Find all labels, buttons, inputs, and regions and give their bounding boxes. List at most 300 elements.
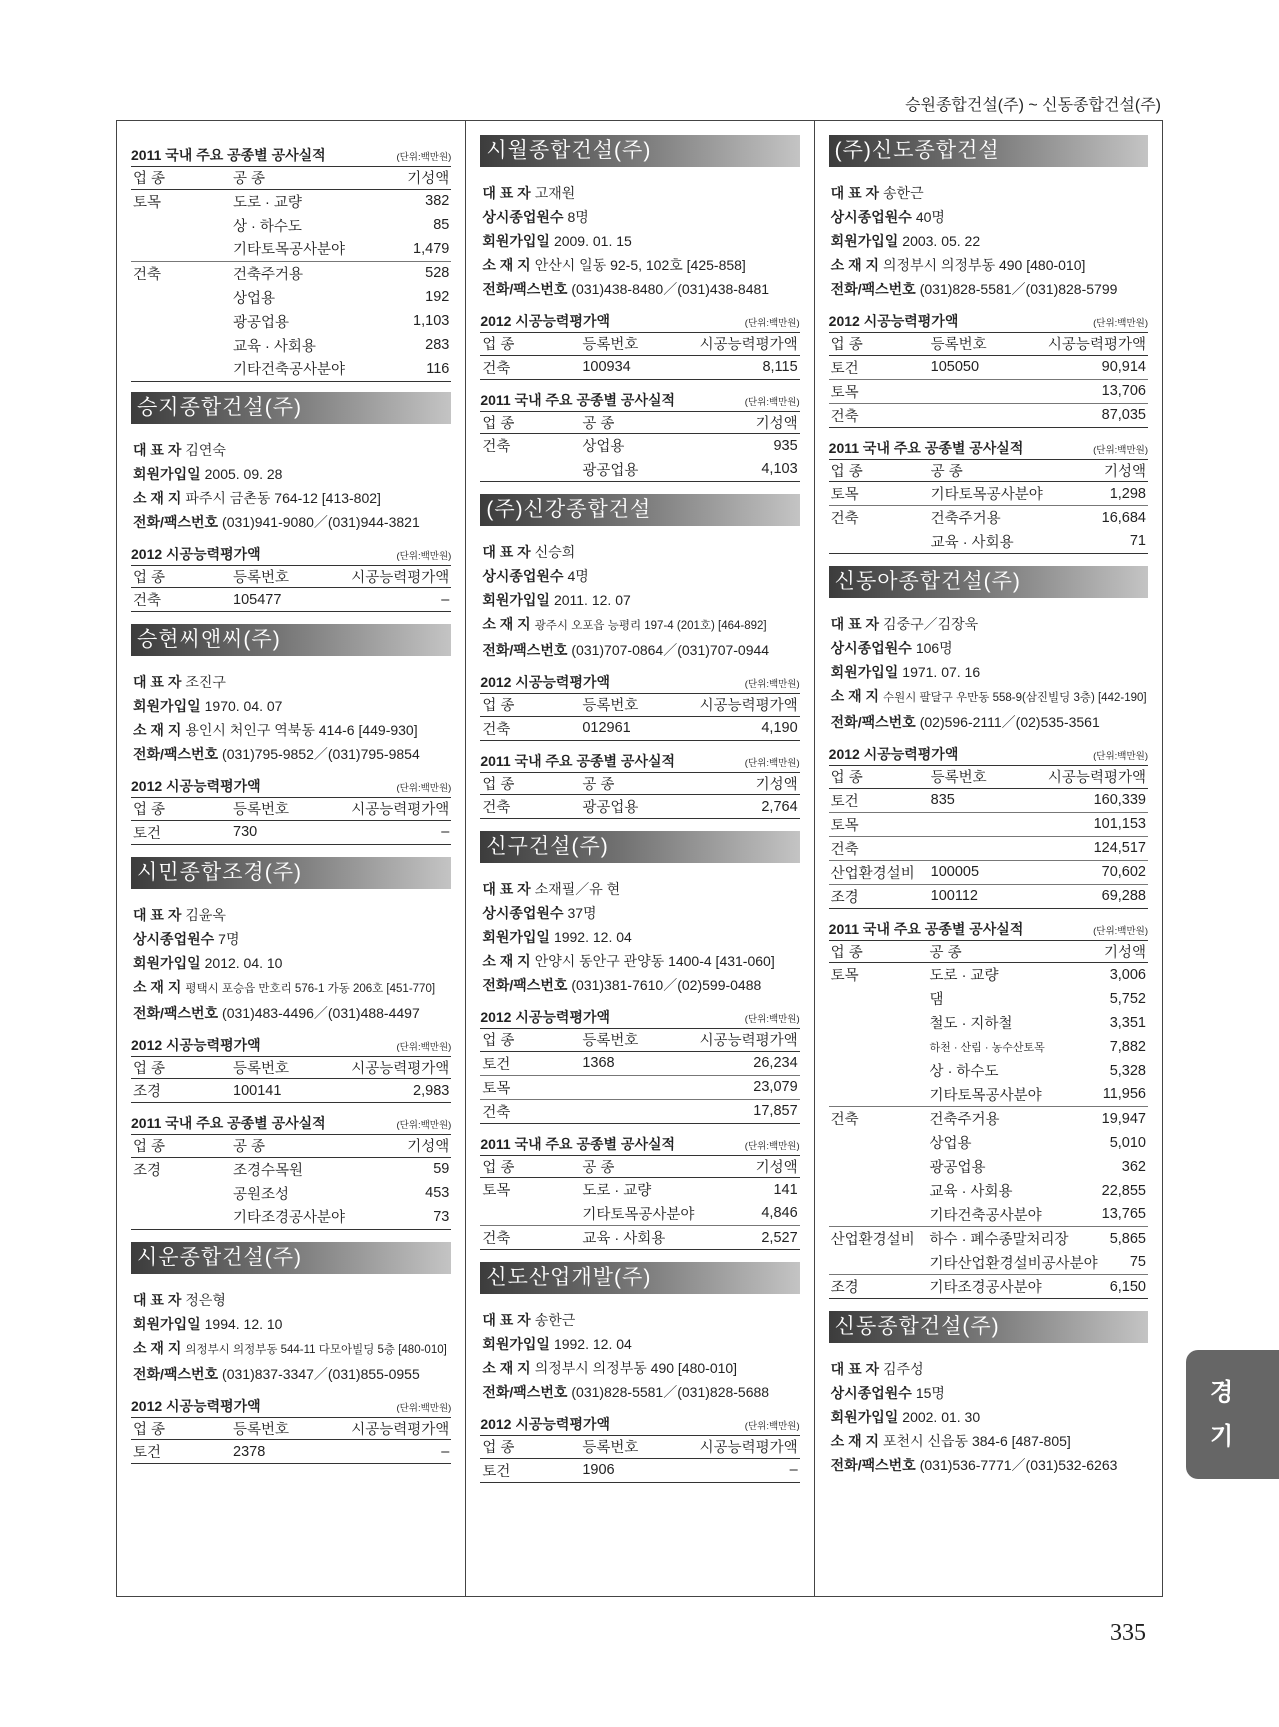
table-cell bbox=[829, 1203, 928, 1227]
info-value: 포천시 신읍동 384-6 [487-805] bbox=[883, 1433, 1071, 1449]
table-cell: 토건 bbox=[482, 1056, 511, 1073]
table-cell bbox=[131, 309, 231, 333]
info-value: 2012. 04. 10 bbox=[204, 954, 283, 971]
info-value: 2005. 09. 28 bbox=[204, 465, 283, 482]
table-cell: 141 bbox=[773, 1181, 798, 1198]
table-cell: 상업용 bbox=[929, 1136, 972, 1152]
info-label: 대 표 자 bbox=[830, 616, 880, 632]
info-line bbox=[482, 877, 799, 901]
table-row bbox=[480, 458, 799, 482]
table-cell bbox=[929, 403, 1039, 427]
info-label: 소 재 지 bbox=[830, 688, 880, 704]
capability-table bbox=[131, 1396, 451, 1465]
table-cell: 100112 bbox=[929, 884, 1039, 908]
table-cell bbox=[829, 1131, 928, 1155]
table-cell: 935 bbox=[773, 437, 798, 454]
table-head bbox=[480, 773, 799, 795]
table-cell: 835 bbox=[930, 792, 955, 808]
table-cell: 5,865 bbox=[1100, 1227, 1148, 1251]
table-cell: 기타조경공사분야 bbox=[928, 1275, 1100, 1299]
info-value: 1970. 04. 07 bbox=[204, 698, 283, 714]
column-header: 업 종 bbox=[480, 773, 580, 795]
info-label: 회원가입일 bbox=[482, 929, 550, 945]
table-cell: 댐 bbox=[929, 992, 944, 1008]
table-row bbox=[829, 1155, 1148, 1179]
column-header: 시공능력평가액 bbox=[1039, 333, 1148, 355]
company-entry bbox=[131, 392, 451, 613]
table-cell: 6,150 bbox=[1100, 1275, 1148, 1299]
table-title bbox=[480, 672, 799, 694]
table-body bbox=[480, 1178, 799, 1250]
page-header: 승원종합건설(주) ~ 신동종합건설(주) bbox=[905, 97, 1161, 114]
table-cell: 4,846 bbox=[761, 1205, 798, 1222]
table-cell: 1,479 bbox=[413, 240, 450, 257]
table-cell: 87,035 bbox=[1039, 403, 1148, 427]
table-cell: 19,947 bbox=[1100, 1107, 1148, 1131]
info-value: (031)828-5581／(031)828-5688 bbox=[571, 1384, 770, 1400]
column-header: 시공능력평가액 bbox=[690, 333, 799, 355]
perf-table-top bbox=[131, 145, 451, 382]
table-head bbox=[131, 798, 451, 820]
table-cell: 산업환경설비 bbox=[829, 860, 929, 884]
info-line bbox=[482, 540, 799, 564]
table-unit: (단위:백만원) bbox=[1093, 925, 1148, 937]
info-line bbox=[831, 1405, 1148, 1429]
table-cell: 85 bbox=[433, 217, 450, 233]
info-value: 김주성 bbox=[883, 1361, 924, 1377]
info-label: 소 재 지 bbox=[830, 1433, 880, 1449]
table-cell: 90,914 bbox=[1101, 359, 1146, 375]
table-row bbox=[131, 820, 451, 844]
info-label: 상시종업원수 bbox=[482, 905, 564, 921]
info-line bbox=[482, 1380, 799, 1404]
table-cell bbox=[580, 1075, 690, 1099]
performance-table bbox=[480, 390, 799, 483]
table-body bbox=[480, 434, 799, 482]
table-cell: 건축 bbox=[829, 836, 929, 860]
column-header: 업 종 bbox=[131, 1418, 231, 1440]
info-value: 평택시 포승읍 만호리 576-1 가동 206호 [451-770] bbox=[185, 982, 436, 995]
info-value: 파주시 금촌동 764-12 [413-802] bbox=[185, 489, 381, 506]
table-cell bbox=[929, 379, 1039, 403]
info-label: 전화/팩스번호 bbox=[133, 513, 219, 530]
table-title-text: 2012 시공능력평가액 bbox=[480, 674, 611, 690]
table-cell: 건축 bbox=[480, 795, 580, 819]
table-cell: 광공업용 bbox=[580, 458, 690, 482]
info-line bbox=[831, 612, 1148, 636]
table-cell: 조경 bbox=[829, 884, 929, 908]
info-line bbox=[482, 253, 799, 277]
info-label: 회원가입일 bbox=[830, 233, 899, 249]
table-cell: 건축 bbox=[829, 403, 929, 427]
table-cell: 건축 bbox=[131, 588, 231, 612]
company-entry bbox=[131, 857, 451, 1230]
table-cell: 11,956 bbox=[1102, 1086, 1146, 1103]
table-header-row bbox=[480, 1156, 799, 1178]
table-head bbox=[131, 566, 451, 588]
info-line bbox=[133, 1362, 451, 1386]
info-line bbox=[133, 742, 451, 766]
info-value: 소재필／유 현 bbox=[534, 881, 621, 897]
column-header: 공 종 bbox=[928, 941, 1100, 963]
table-cell: – bbox=[341, 820, 451, 844]
table-row bbox=[480, 1202, 799, 1226]
table-cell: 조경 bbox=[133, 1162, 162, 1179]
info-value: 의정부시 의정부동 544-11 다모아빌딩 5층 [480-010] bbox=[185, 1343, 447, 1356]
table-unit: (단위:백만원) bbox=[744, 1140, 800, 1152]
column-header: 등록번호 bbox=[580, 694, 690, 716]
table-row bbox=[480, 434, 799, 458]
table-cell: 4,190 bbox=[690, 716, 799, 740]
table-unit: (단위:백만원) bbox=[744, 679, 800, 690]
table-row bbox=[480, 1226, 799, 1250]
info-value: (031)941-9080／(031)944-3821 bbox=[222, 513, 420, 530]
capability-table bbox=[131, 776, 451, 845]
info-line bbox=[831, 1357, 1148, 1381]
table-unit: (단위:백만원) bbox=[396, 1041, 452, 1053]
table-head bbox=[480, 333, 799, 355]
directory-frame bbox=[116, 120, 1163, 1597]
column-header: 업 종 bbox=[829, 941, 928, 963]
performance-table bbox=[829, 919, 1148, 1300]
table-cell: 기타토목공사분야 bbox=[582, 1206, 695, 1223]
table-body bbox=[131, 1157, 451, 1229]
info-value: 송한근 bbox=[883, 185, 924, 201]
info-label: 소 재 지 bbox=[133, 489, 182, 506]
info-label: 소 재 지 bbox=[482, 1360, 531, 1376]
table-cell: 012961 bbox=[580, 716, 690, 740]
table-title bbox=[480, 1134, 799, 1156]
info-value: 정은형 bbox=[185, 1291, 226, 1308]
table-cell: 13,765 bbox=[1101, 1206, 1146, 1223]
info-label: 대 표 자 bbox=[482, 1312, 531, 1328]
column-header: 등록번호 bbox=[231, 566, 341, 588]
info-value: 7명 bbox=[218, 930, 240, 947]
table-cell: 상업용 bbox=[582, 439, 625, 456]
company-name: 시민종합조경(주) bbox=[131, 857, 451, 889]
table-cell: 2,983 bbox=[341, 1079, 451, 1103]
table-cell: 도로 · 교량 bbox=[582, 1183, 652, 1200]
info-line bbox=[133, 438, 451, 462]
table-title-text: 2012 시공능력평가액 bbox=[131, 545, 261, 562]
table-cell: 22,855 bbox=[1101, 1182, 1146, 1199]
table-cell: 453 bbox=[425, 1185, 450, 1201]
table-header-row bbox=[829, 766, 1148, 788]
column-header: 기성액 bbox=[1100, 941, 1148, 963]
info-value: 1992. 12. 04 bbox=[553, 1336, 632, 1352]
table-body bbox=[829, 482, 1148, 554]
table-row bbox=[131, 1440, 451, 1464]
info-value: (031)438-8480／(031)438-8481 bbox=[571, 281, 770, 297]
table-row bbox=[480, 1075, 799, 1099]
table-title bbox=[131, 1396, 451, 1418]
table-cell: 1906 bbox=[580, 1458, 690, 1482]
table-cell: 교육 · 사회용 bbox=[580, 1226, 696, 1250]
table-head bbox=[480, 1029, 799, 1051]
table-cell: 17,857 bbox=[690, 1099, 799, 1123]
table-cell: 59 bbox=[433, 1161, 450, 1178]
info-value: 김연숙 bbox=[185, 441, 226, 458]
column-header: 업 종 bbox=[480, 1436, 580, 1458]
table-cell: 상업용 bbox=[233, 290, 276, 307]
table-cell bbox=[829, 1251, 928, 1275]
column-header: 시공능력평가액 bbox=[341, 566, 451, 588]
info-label: 회원가입일 bbox=[482, 1336, 550, 1352]
info-line bbox=[831, 205, 1148, 229]
table-title-text: 2012 시공능력평가액 bbox=[828, 313, 959, 329]
table-unit: (단위:백만원) bbox=[1093, 318, 1148, 329]
table-cell: 기타산업환경설비공사분야 bbox=[929, 1255, 1098, 1272]
info-line bbox=[133, 510, 451, 534]
table-row bbox=[480, 355, 799, 379]
table-row bbox=[480, 1051, 799, 1075]
table-cell: 1368 bbox=[582, 1055, 615, 1071]
info-label: 소 재 지 bbox=[482, 616, 531, 632]
info-label: 회원가입일 bbox=[830, 664, 899, 680]
capability-table bbox=[480, 1007, 799, 1124]
info-label: 대 표 자 bbox=[830, 1361, 880, 1377]
table-cell: 100141 bbox=[231, 1079, 341, 1103]
info-value: 안양시 동안구 관양동 1400-4 [431-060] bbox=[534, 953, 775, 969]
table-title-text: 2011 국내 주요 공종별 공사실적 bbox=[131, 1115, 326, 1131]
info-value: 2003. 05. 22 bbox=[902, 233, 981, 249]
table-cell: 토건 bbox=[830, 793, 859, 810]
table-cell: 광공업용 bbox=[580, 795, 690, 819]
table-cell: 7,882 bbox=[1109, 1038, 1146, 1055]
table-cell: – bbox=[690, 1458, 799, 1482]
table-cell: 5,752 bbox=[1109, 990, 1146, 1007]
table-title-text: 2011 국내 주요 공종별 공사실적 bbox=[480, 752, 676, 769]
info-value: 고재원 bbox=[534, 185, 576, 201]
table-header-row bbox=[829, 333, 1148, 355]
table-cell: 528 bbox=[347, 261, 451, 285]
column-header: 업 종 bbox=[131, 1135, 231, 1157]
table-cell: 공원조성 bbox=[233, 1186, 290, 1203]
table-cell: 105477 bbox=[231, 588, 341, 612]
company-name: 승현씨앤씨(주) bbox=[131, 624, 451, 656]
capability-table bbox=[829, 311, 1148, 428]
info-line bbox=[831, 1381, 1148, 1405]
info-line bbox=[482, 925, 799, 949]
table-row bbox=[131, 588, 451, 612]
table-cell: 상 · 하수도 bbox=[929, 1064, 999, 1080]
column-header: 업 종 bbox=[480, 1029, 580, 1051]
info-label: 대 표 자 bbox=[830, 185, 880, 201]
table-cell: 상 · 하수도 bbox=[233, 218, 302, 235]
table-header-row bbox=[131, 798, 451, 820]
table-title bbox=[829, 919, 1148, 941]
table-cell bbox=[929, 812, 1039, 836]
table-header-row bbox=[829, 460, 1148, 482]
info-line bbox=[482, 973, 799, 997]
table-body bbox=[480, 716, 799, 740]
info-label: 전화/팩스번호 bbox=[830, 714, 916, 730]
info-line bbox=[831, 1453, 1148, 1477]
info-value: 15명 bbox=[915, 1385, 945, 1401]
table-row bbox=[829, 1275, 1148, 1299]
info-line bbox=[133, 903, 451, 927]
column-header: 업 종 bbox=[480, 333, 580, 355]
company-entry bbox=[131, 624, 451, 845]
company-name: 시월종합건설(주) bbox=[480, 135, 799, 167]
table-cell: 124,517 bbox=[1039, 836, 1148, 860]
table-unit: (단위:백만원) bbox=[1093, 444, 1148, 456]
table-unit: (단위:백만원) bbox=[744, 396, 800, 408]
table-cell: 382 bbox=[425, 193, 450, 210]
column-header: 업 종 bbox=[829, 333, 929, 355]
table-row bbox=[829, 355, 1148, 379]
table-cell: 건축주거용 bbox=[929, 506, 1045, 530]
table-title-text: 2012 시공능력평가액 bbox=[480, 1416, 611, 1432]
info-line bbox=[482, 588, 799, 612]
column-header: 시공능력평가액 bbox=[690, 694, 799, 716]
table-cell: 토목 bbox=[829, 379, 929, 403]
table-cell bbox=[131, 1181, 231, 1205]
column-header: 업 종 bbox=[829, 766, 929, 788]
table-unit: (단위:백만원) bbox=[744, 757, 800, 769]
capability-table bbox=[131, 544, 451, 613]
table-cell: 8,115 bbox=[690, 355, 799, 379]
table-cell: 토목 bbox=[133, 194, 162, 211]
table-body bbox=[480, 1458, 799, 1482]
table-cell: 26,234 bbox=[753, 1055, 798, 1071]
column-header: 업 종 bbox=[131, 1057, 231, 1079]
table-cell: 730 bbox=[231, 820, 341, 844]
info-value: 신승희 bbox=[534, 544, 576, 560]
info-value: 김윤옥 bbox=[185, 906, 226, 923]
table-head bbox=[480, 1436, 799, 1458]
table-cell: 192 bbox=[425, 289, 450, 305]
table-cell: 광공업용 bbox=[233, 314, 290, 331]
table-body bbox=[829, 963, 1148, 1299]
table-title-text: 2012 시공능력평가액 bbox=[480, 313, 611, 329]
table-cell: 75 bbox=[1129, 1254, 1146, 1271]
company-name: (주)신강종합건설 bbox=[480, 494, 799, 526]
table-row bbox=[829, 482, 1148, 506]
table-cell bbox=[829, 1035, 928, 1059]
table-title bbox=[131, 1035, 451, 1057]
column-header: 기성액 bbox=[696, 1156, 799, 1178]
table-cell: 기타토목공사분야 bbox=[233, 242, 346, 259]
info-line bbox=[482, 901, 799, 925]
info-value: (031)707-0864／(031)707-0944 bbox=[571, 642, 770, 658]
table-row bbox=[480, 1178, 799, 1202]
info-value: 8명 bbox=[567, 209, 589, 225]
table-title-text: 2011 국내 주요 공종별 공사실적 bbox=[131, 147, 326, 163]
info-value: (02)596-2111／(02)535-3561 bbox=[919, 714, 1100, 730]
column-header: 시공능력평가액 bbox=[341, 1057, 451, 1079]
table-cell: 조경수목원 bbox=[233, 1162, 304, 1179]
table-row bbox=[829, 506, 1148, 530]
table-row bbox=[829, 1083, 1148, 1107]
table-cell: 100934 bbox=[580, 355, 690, 379]
info-label: 소 재 지 bbox=[133, 1339, 182, 1356]
table-cell: 13,706 bbox=[1039, 379, 1148, 403]
table-cell: 기타건축공사분야 bbox=[231, 357, 347, 381]
info-label: 전화/팩스번호 bbox=[133, 1004, 219, 1021]
info-line bbox=[482, 181, 799, 205]
table-row bbox=[829, 530, 1148, 554]
table-cell: 조경 bbox=[131, 1079, 231, 1103]
column-header: 업 종 bbox=[131, 798, 231, 820]
table-header-row bbox=[131, 1135, 451, 1157]
info-value: (031)828-5581／(031)828-5799 bbox=[919, 281, 1118, 297]
table-cell: 토목 bbox=[830, 968, 859, 985]
table-cell bbox=[829, 1059, 928, 1083]
info-value: 조진구 bbox=[185, 674, 226, 690]
info-label: 회원가입일 bbox=[830, 1409, 899, 1425]
info-line bbox=[831, 1429, 1148, 1453]
column-header: 공 종 bbox=[231, 167, 347, 189]
table-cell bbox=[131, 1205, 231, 1229]
table-cell: 116 bbox=[347, 357, 451, 381]
column-header: 등록번호 bbox=[580, 1029, 690, 1051]
table-cell bbox=[829, 1011, 928, 1035]
column-header: 공 종 bbox=[580, 1156, 696, 1178]
table-body bbox=[131, 1440, 451, 1464]
table-cell: 5,328 bbox=[1109, 1062, 1146, 1079]
info-value: 40명 bbox=[915, 209, 945, 225]
table-cell: 토건 bbox=[830, 360, 859, 377]
table-unit: (단위:백만원) bbox=[396, 152, 452, 163]
info-label: 회원가입일 bbox=[482, 592, 550, 608]
table-cell bbox=[929, 836, 1039, 860]
table-row bbox=[829, 812, 1148, 836]
table-cell: 건축 bbox=[829, 1107, 928, 1131]
table-head bbox=[829, 333, 1148, 355]
table-cell: 조경 bbox=[829, 1275, 928, 1299]
table-row bbox=[829, 1131, 1148, 1155]
column-header: 기성액 bbox=[347, 1135, 451, 1157]
column-header: 시공능력평가액 bbox=[690, 1436, 799, 1458]
table-cell: 교육 · 사회용 bbox=[233, 338, 316, 355]
table-cell bbox=[131, 213, 231, 237]
table-cell: 건축 bbox=[480, 716, 580, 740]
table-title bbox=[480, 390, 799, 412]
column-header: 공 종 bbox=[580, 773, 690, 795]
table-row bbox=[829, 860, 1148, 884]
table-header-row bbox=[480, 412, 799, 434]
table-row bbox=[480, 716, 799, 740]
table-unit: (단위:백만원) bbox=[1093, 751, 1148, 762]
table-header-row bbox=[131, 1418, 451, 1440]
table-body bbox=[131, 820, 451, 844]
table-row bbox=[829, 1203, 1148, 1227]
table-row bbox=[131, 213, 451, 237]
table-unit: (단위:백만원) bbox=[396, 1120, 452, 1131]
info-line bbox=[831, 277, 1148, 301]
table-header-row bbox=[829, 941, 1148, 963]
table-cell: 도로 · 교량 bbox=[929, 968, 999, 985]
info-label: 전화/팩스번호 bbox=[133, 746, 219, 762]
table-cell: 건축 bbox=[131, 261, 231, 285]
table-unit: (단위:백만원) bbox=[396, 550, 452, 562]
table-cell bbox=[580, 1099, 690, 1123]
info-label: 상시종업원수 bbox=[482, 568, 564, 584]
table-cell: 토목 bbox=[830, 487, 859, 503]
company-entry bbox=[480, 831, 799, 1250]
info-label: 대 표 자 bbox=[482, 185, 531, 201]
table-title bbox=[131, 1113, 451, 1135]
table-body bbox=[480, 355, 799, 379]
table-cell: 하수 · 폐수종말처리장 bbox=[928, 1227, 1100, 1251]
table-cell: 기타조경공사분야 bbox=[231, 1205, 347, 1229]
info-line bbox=[831, 684, 1148, 710]
table-cell: 건축 bbox=[480, 355, 580, 379]
table-cell: 71 bbox=[1045, 530, 1148, 554]
column-header: 기성액 bbox=[347, 167, 451, 189]
table-header-row bbox=[131, 566, 451, 588]
